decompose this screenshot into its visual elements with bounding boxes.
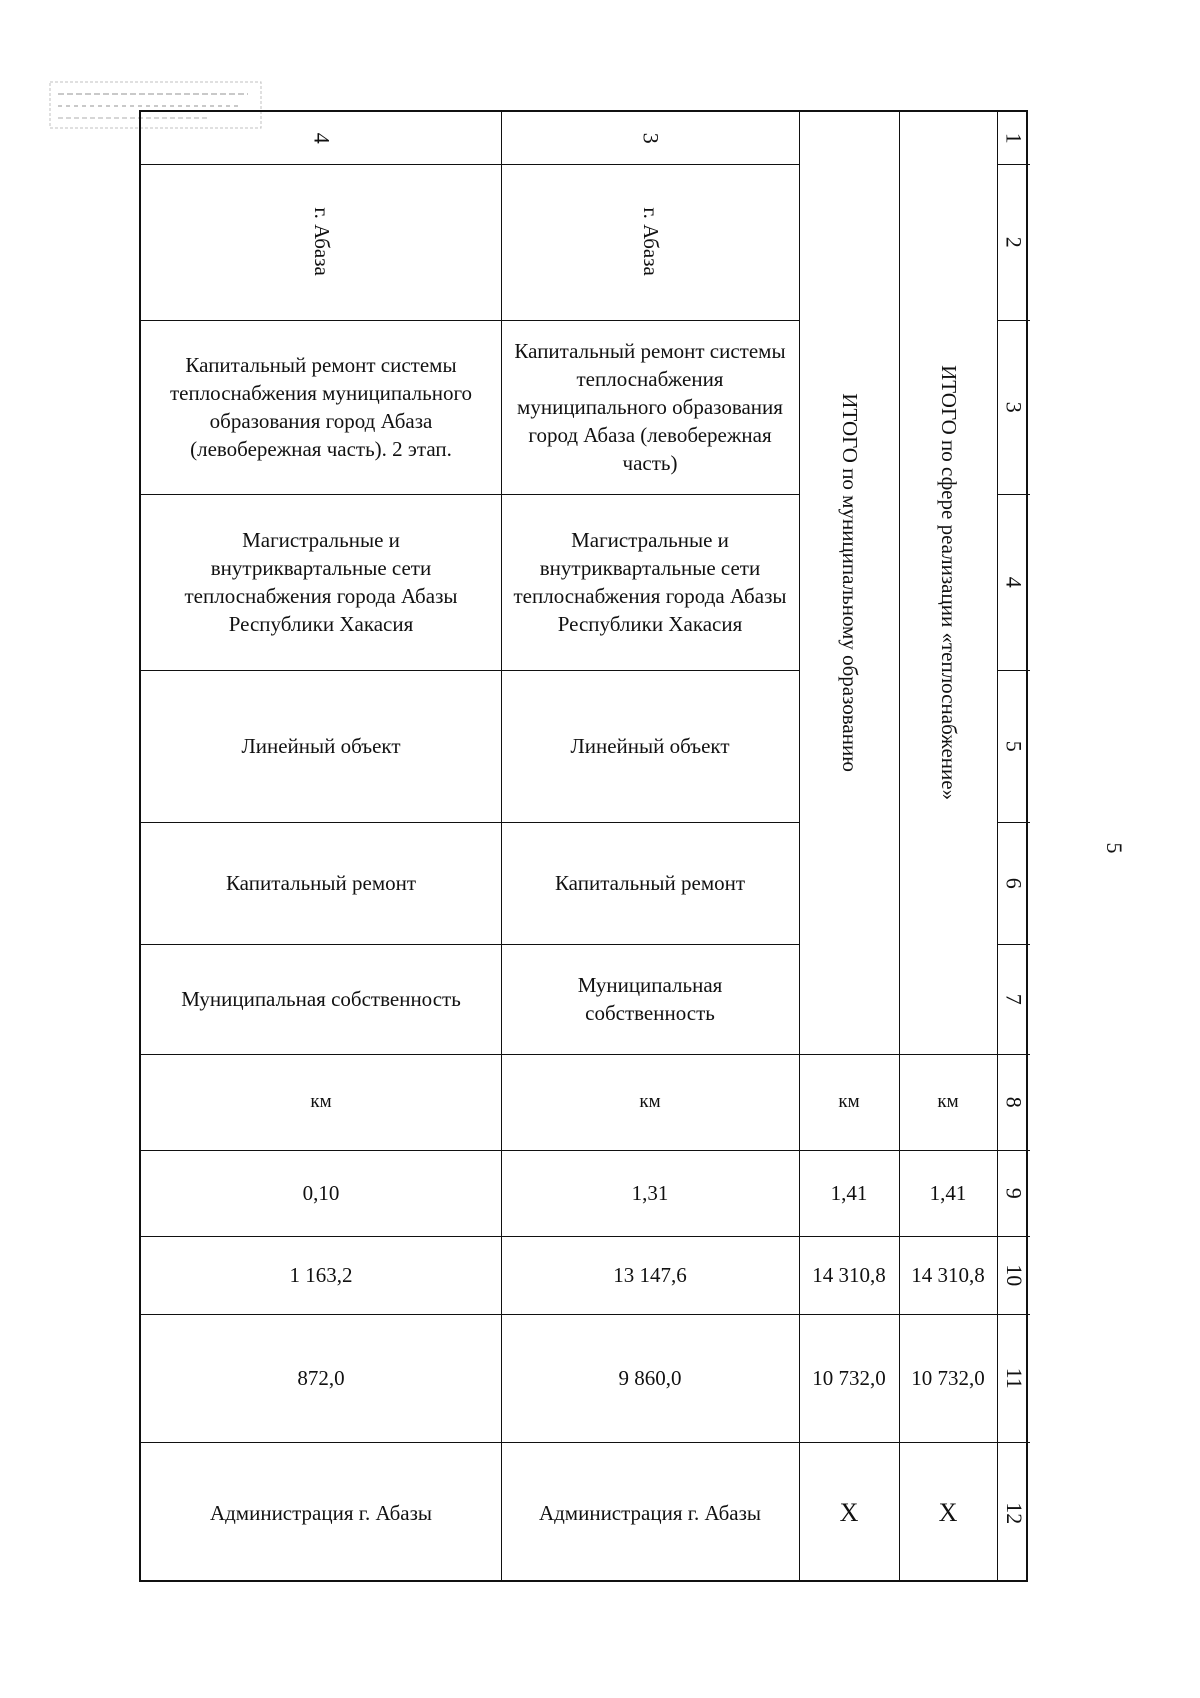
row-object: Магистральные и внутриквартальные сети теплоснабжения города Абазы Республики Хакасия <box>513 528 787 636</box>
row-location: г. Абаза <box>638 207 663 277</box>
row-capacity: 0,10 <box>302 1180 340 1205</box>
page-number: 5 <box>1102 842 1127 854</box>
row-name: Капитальный ремонт системы теплоснабжения муниципального образования город Абаза (левобережная часть) <box>514 339 786 475</box>
column-number: 8 <box>1001 1096 1027 1108</box>
row-unit: км <box>639 1091 661 1112</box>
column-number: 4 <box>1001 576 1027 588</box>
column-number: 2 <box>1001 236 1027 248</box>
row-number: 4 <box>309 132 335 144</box>
column-number: 6 <box>1001 877 1027 889</box>
total-sphere-capacity: 1,41 <box>929 1180 967 1205</box>
row-location: г. Абаза <box>309 207 334 277</box>
row-work-type: Капитальный ремонт <box>225 870 417 895</box>
column-number: 9 <box>1001 1187 1027 1199</box>
total-sphere-unit: км <box>937 1091 959 1112</box>
column-number: 5 <box>1001 740 1027 752</box>
row-funding: 872,0 <box>297 1365 345 1390</box>
row-executor: Администрация г. Абазы <box>538 1500 762 1525</box>
row-object-type: Линейный объект <box>241 733 401 758</box>
row-ownership: Муниципальная собственность <box>577 973 723 1025</box>
column-number: 3 <box>1001 401 1027 413</box>
total-municipal-executor: Х <box>839 1498 859 1527</box>
total-sphere-label: ИТОГО по сфере реализации «теплоснабжение» <box>936 365 961 801</box>
row-name: Капитальный ремонт системы теплоснабжения муниципального образования город Абаза (левобережная часть). 2 этап. <box>169 353 473 461</box>
total-municipal-label: ИТОГО по муниципальному образованию <box>837 393 862 773</box>
total-sphere-funding: 10 732,0 <box>911 1365 985 1390</box>
row-executor: Администрация г. Абазы <box>209 1500 433 1525</box>
column-number: 12 <box>1001 1501 1027 1524</box>
row-object-type: Линейный объект <box>570 733 730 758</box>
row-unit: км <box>310 1091 332 1112</box>
total-sphere-cost: 14 310,8 <box>911 1262 985 1287</box>
row-ownership: Муниципальная собственность <box>181 986 461 1011</box>
total-municipal-funding: 10 732,0 <box>812 1365 886 1390</box>
row-cost: 1 163,2 <box>289 1262 353 1287</box>
total-sphere-executor: Х <box>938 1498 958 1527</box>
column-number: 11 <box>1001 1367 1027 1389</box>
row-work-type: Капитальный ремонт <box>554 870 746 895</box>
total-municipal-capacity: 1,41 <box>830 1180 868 1205</box>
row-cost: 13 147,6 <box>613 1262 687 1287</box>
row-capacity: 1,31 <box>631 1180 669 1205</box>
data-table <box>139 110 1028 1582</box>
column-number: 1 <box>1001 132 1027 144</box>
row-number: 3 <box>638 132 664 144</box>
column-number: 7 <box>1001 993 1027 1005</box>
column-number: 10 <box>1001 1263 1027 1286</box>
row-funding: 9 860,0 <box>618 1365 682 1390</box>
total-municipal-cost: 14 310,8 <box>812 1262 886 1287</box>
total-municipal-unit: км <box>838 1091 860 1112</box>
row-object: Магистральные и внутриквартальные сети теплоснабжения города Абазы Республики Хакасия <box>184 528 458 636</box>
